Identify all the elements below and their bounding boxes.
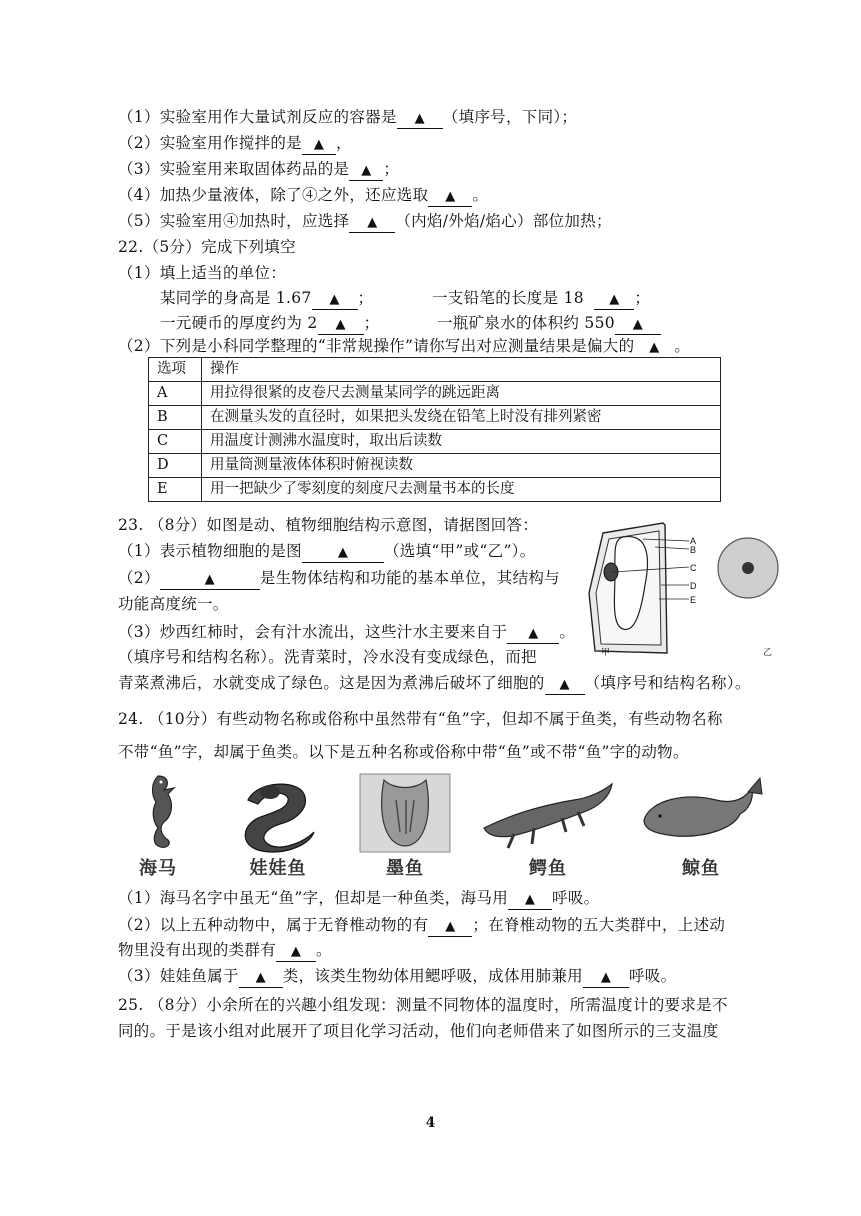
animal-cuttlefish	[350, 770, 460, 880]
answer-blank	[428, 186, 472, 207]
animal-seahorse	[118, 770, 198, 880]
table-row	[149, 382, 721, 406]
text: （1）实验室用作大量试剂反应的容器是	[118, 108, 397, 126]
q21-item-5	[118, 210, 612, 233]
answer-blank	[349, 212, 395, 233]
q22-unit-a	[160, 287, 373, 310]
text: 一支铅笔的长度是 18	[432, 289, 584, 307]
cell-diagram-svg	[585, 515, 785, 665]
text: （3）娃娃鱼属于	[118, 967, 239, 985]
q24-item-2-cont	[118, 939, 332, 962]
triangle-icon: ▲	[335, 317, 346, 332]
whale-icon	[636, 770, 766, 856]
text: 物里没有出现的类群有	[118, 941, 277, 959]
text: 。	[472, 186, 489, 204]
answer-blank	[318, 314, 364, 335]
answer-blank	[302, 134, 336, 155]
answer-blank	[349, 160, 383, 181]
triangle-icon: ▲	[524, 892, 536, 907]
triangle-icon: ▲	[313, 137, 325, 152]
text: 青菜煮沸后，水就变成了绿色。这是因为煮沸后破坏了细胞的	[118, 674, 545, 692]
q24-text-2: 不带“鱼”字，却属于鱼类。以下是五种名称或俗称中带“鱼”或不带“鱼”字的动物。	[118, 743, 689, 761]
text: （填序号，下同）；	[442, 108, 578, 126]
text: 。	[674, 337, 691, 355]
q21-item-4	[118, 184, 488, 207]
animal-name: 娃娃鱼	[249, 858, 307, 879]
text: 呼吸。	[552, 889, 600, 907]
text: 。	[559, 623, 576, 641]
q22-unit-c	[160, 312, 379, 335]
q22-unit-d	[437, 312, 661, 335]
answer-blank	[583, 967, 629, 988]
q21-item-1	[118, 106, 577, 129]
q23-item-1	[118, 540, 536, 563]
animal-crocodile	[478, 770, 618, 880]
table-row	[149, 406, 721, 430]
label-d: D	[690, 581, 697, 591]
text: 。	[316, 941, 332, 959]
triangle-icon: ▲	[329, 292, 340, 307]
text: （2）以上五种动物中，属于无脊椎动物的有	[118, 916, 429, 934]
operation-cell: 用拉得很紧的皮卷尺去测量某同学的跳远距离	[202, 382, 721, 406]
label-e: E	[690, 595, 697, 605]
q23-item-3	[118, 621, 575, 644]
q23-item-3-cont-2	[118, 672, 751, 695]
q24-item-3	[118, 965, 676, 988]
seahorse-icon	[118, 770, 198, 856]
answer-blank	[594, 289, 634, 310]
q23-item-3-cont: （填序号和结构名称）。洗青菜时，冷水没有变成绿色，而把	[118, 648, 537, 666]
table-row	[149, 430, 721, 454]
animal-name: 墨鱼	[386, 858, 424, 879]
text: ；在脊椎动物的五大类群中，上述动	[472, 916, 726, 934]
text: （3）炒西红柿时，会有汁水流出，这些汁水主要来自于	[118, 623, 508, 641]
option-cell: D	[149, 454, 202, 478]
triangle-icon: ▲	[204, 572, 215, 587]
answer-blank	[508, 889, 552, 910]
q25-text-1: 25. （8分）小余所在的兴趣小组发现：测量不同物体的温度时，所需温度计的要求是不	[118, 996, 728, 1014]
operation-cell: 在测量头发的直径时，如果把头发绕在铅笔上时没有排列紧密	[202, 406, 721, 430]
answer-blank	[507, 623, 559, 644]
label-a: A	[690, 536, 697, 546]
salamander-icon	[218, 770, 338, 856]
label-c: C	[690, 563, 697, 573]
triangle-icon: ▲	[445, 189, 456, 204]
answer-blank	[312, 289, 358, 310]
text: （4）加热少量液体，除了④之外，还应选取	[118, 186, 429, 204]
page-number: 4	[425, 1115, 436, 1131]
q23-item-2	[118, 567, 560, 590]
text: 呼吸。	[628, 967, 677, 985]
q23-title: 23. （8分）如图是动、植物细胞结构示意图，请据图回答：	[118, 516, 539, 534]
text: 某同学的身高是 1.67	[160, 289, 312, 307]
label-b: B	[690, 545, 697, 555]
q21-item-3	[118, 158, 399, 181]
option-cell: E	[149, 478, 202, 502]
answer-blank	[276, 941, 316, 962]
triangle-icon: ▲	[361, 163, 372, 178]
text: ；	[363, 314, 380, 332]
text: （1）海马名字中虽无“鱼”字，但却是一种鱼类，海马用	[118, 889, 509, 907]
answer-blank	[615, 314, 661, 335]
text: （5）实验室用④加热时，应选择	[118, 212, 350, 230]
text: ；	[357, 289, 374, 307]
triangle-icon: ▲	[255, 970, 266, 985]
q21-item-2	[118, 132, 352, 155]
animal-name: 鳄鱼	[529, 858, 567, 879]
cell-structure-diagram	[585, 515, 785, 665]
text: ；	[383, 160, 400, 178]
triangle-icon: ▲	[445, 919, 456, 934]
answer-blank	[397, 108, 443, 129]
header-option: 选项	[149, 358, 202, 382]
table-header-row	[149, 358, 721, 382]
animal-whale	[636, 770, 766, 880]
animal-images	[118, 770, 758, 880]
text: （选填“甲”或“乙”）。	[383, 542, 536, 560]
text: ，	[335, 134, 352, 152]
option-cell: C	[149, 430, 202, 454]
text: 类，该类生物幼体用鳃呼吸，成体用肺兼用	[282, 967, 583, 985]
text: ；	[634, 289, 651, 307]
text: （2）下列是小科同学整理的“非常规操作”请你写出对应测量结果是偏大的	[118, 337, 635, 355]
q22-part-1: （1）填上适当的单位：	[118, 264, 287, 282]
text: （内焰/外焰/焰心）部位加热；	[395, 212, 612, 230]
answer-blank	[239, 967, 283, 988]
triangle-icon: ▲	[528, 626, 539, 641]
triangle-icon: ▲	[609, 292, 620, 307]
triangle-icon: ▲	[290, 944, 302, 959]
answer-blank	[302, 542, 384, 563]
operations-table	[148, 357, 721, 502]
operation-cell: 用一把缺少了零刻度的刻度尺去测量书本的长度	[202, 478, 721, 502]
text: 是生物体结构和功能的基本单位，其结构与	[259, 569, 560, 587]
q25-text-2: 同的。于是该小组对此展开了项目化学习活动，他们向老师借来了如图所示的三支温度	[118, 1022, 719, 1040]
option-cell: A	[149, 382, 202, 406]
text: （3）实验室用来取固体药品的是	[118, 160, 350, 178]
triangle-icon: ▲	[632, 317, 644, 332]
option-cell: B	[149, 406, 202, 430]
table-row	[149, 454, 721, 478]
crocodile-icon	[478, 770, 618, 856]
animal-giant-salamander	[218, 770, 338, 880]
table-row	[149, 478, 721, 502]
triangle-icon: ▲	[649, 340, 660, 355]
q23-item-2-cont: 功能高度统一。	[118, 595, 229, 613]
q24-text-1: 24. （10分）有些动物名称或俗称中虽然带有“鱼”字，但却不属于鱼类，有些动物名称	[118, 710, 723, 728]
q22-part-2	[118, 335, 690, 358]
triangle-icon: ▲	[367, 215, 378, 230]
operation-cell: 用量筒测量液体体积时俯视读数	[202, 454, 721, 478]
fig-label-jia: 甲	[601, 648, 611, 658]
q22-title: 22.（5分）完成下列填空	[118, 238, 296, 256]
answer-blank	[428, 916, 472, 937]
triangle-icon: ▲	[337, 545, 349, 560]
text: （填序号和结构名称）。	[584, 674, 751, 692]
answer-blank	[545, 674, 585, 695]
q24-item-2	[118, 914, 725, 937]
fig-label-yi: 乙	[763, 648, 773, 658]
triangle-icon: ▲	[559, 677, 570, 692]
cuttlefish-icon	[350, 770, 460, 856]
q22-unit-b	[432, 287, 650, 310]
triangle-icon: ▲	[414, 111, 425, 126]
operation-cell: 用温度计测沸水温度时，取出后读数	[202, 430, 721, 454]
text: （2）实验室用作搅拌的是	[118, 134, 302, 152]
text: 一瓶矿泉水的体积约 550	[437, 314, 615, 332]
q24-item-1	[118, 887, 599, 910]
text: （2）	[118, 569, 160, 587]
text: （1）表示植物细胞的是图	[118, 542, 302, 560]
animal-name: 鲸鱼	[682, 858, 720, 879]
text: 一元硬币的厚度约为 2	[160, 314, 318, 332]
header-operation: 操作	[202, 358, 721, 382]
answer-blank	[634, 337, 674, 358]
triangle-icon: ▲	[600, 970, 612, 985]
answer-blank	[160, 569, 260, 590]
animal-name: 海马	[139, 858, 177, 879]
